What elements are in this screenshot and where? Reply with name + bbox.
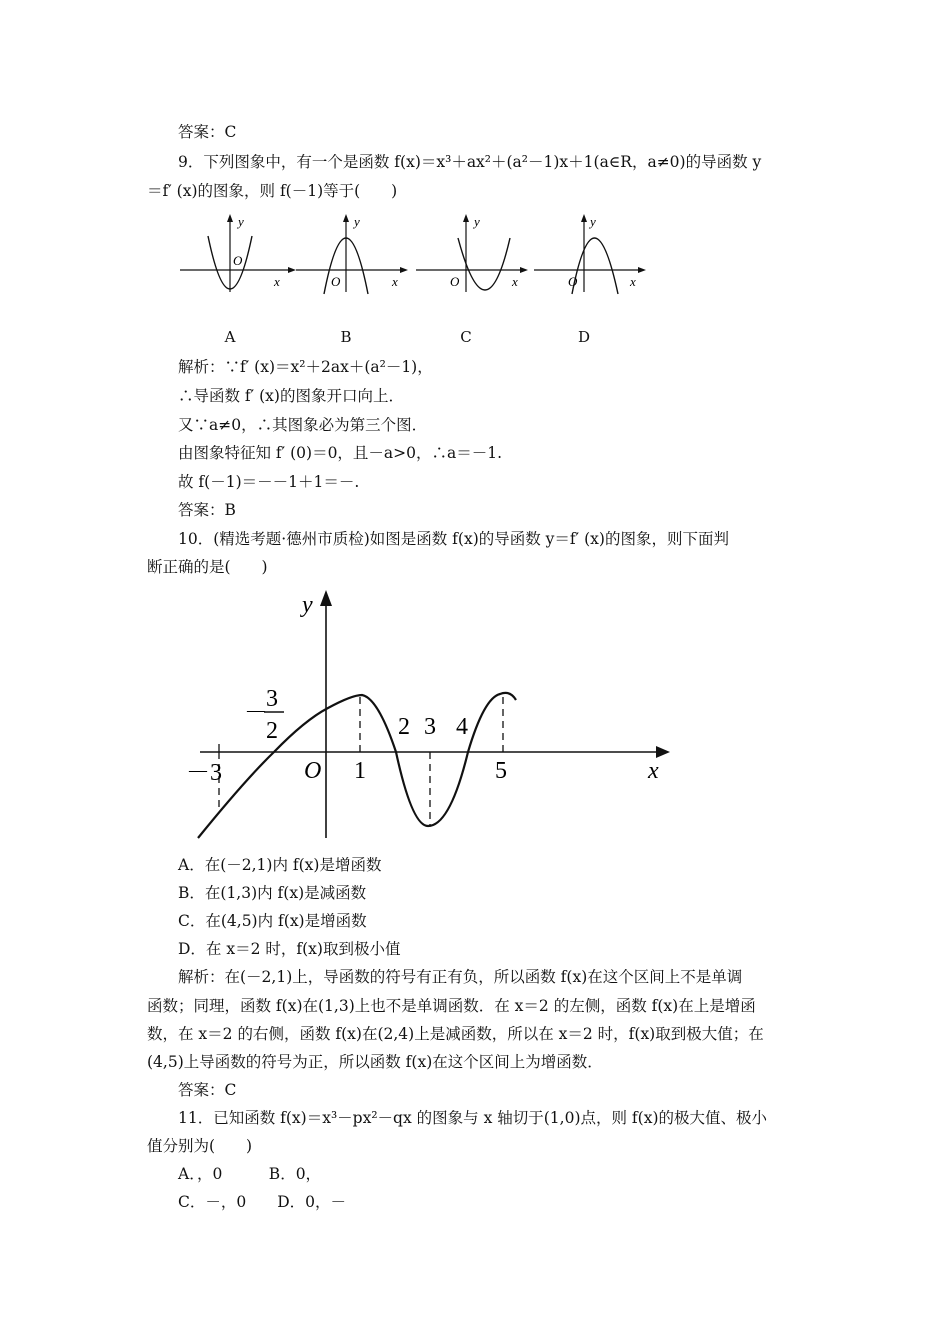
mini-c-origin: O: [450, 274, 460, 289]
solution-9-line-1: 解析：∵f′ (x)＝x²＋2ax＋(a²－1)，: [178, 358, 433, 376]
big-tick-1: 1: [354, 758, 366, 784]
answer-9: 答案：B: [178, 501, 236, 519]
mini-a-x-label: x: [274, 274, 280, 289]
big-tick-2: 2: [398, 714, 410, 740]
question-9-line-2: ＝f′ (x)的图象，则 f(－1)等于( ): [147, 182, 398, 200]
mini-a-origin: O: [233, 253, 243, 268]
mini-c-x-label: x: [512, 274, 518, 289]
solution-9-line-5: 故 f(－1)＝－－1＋1＝－.: [178, 473, 360, 491]
mini-caption-c: C: [460, 328, 472, 346]
question-10-line-1: 10．(精选考题·德州市质检)如图是函数 f(x)的导函数 y＝f′ (x)的图象，则下面判: [178, 530, 729, 548]
solution-9-line-3: 又∵a≠0，∴其图象必为第三个图．: [178, 416, 428, 434]
solution-10-line-4: (4,5)上导函数的符号为正，所以函数 f(x)在这个区间上为增函数．: [147, 1053, 603, 1071]
options-11-ab: A．，0 B．0，: [178, 1165, 322, 1183]
mini-b-x-label: x: [392, 274, 398, 289]
option-10-d: D．在 x＝2 时，f(x)取到极小值: [178, 940, 401, 958]
mini-d-origin: O: [568, 274, 578, 289]
answer-line: 答案：C: [178, 123, 237, 141]
big-y-label: y: [302, 592, 313, 618]
question-10-line-2: 断正确的是( ): [147, 558, 268, 576]
mini-graph-b: [296, 212, 414, 292]
question-11-line-1: 11．已知函数 f(x)＝x³－px²－qx 的图象与 x 轴切于(1,0)点，则 f(x)的极大值、极小: [178, 1109, 767, 1127]
mini-graph-c: [416, 212, 534, 292]
solution-10-line-2: 函数；同理，函数 f(x)在(1,3)上也不是单调函数．在 x＝2 的左侧，函数 f(x)在上是增函: [147, 997, 756, 1015]
big-frac-denominator: 2: [266, 718, 278, 744]
mini-c-y-label: y: [474, 214, 480, 229]
option-10-a: A．在(－2,1)内 f(x)是增函数: [178, 856, 382, 874]
mini-b-y-label: y: [354, 214, 360, 229]
big-tick-5: 5: [495, 758, 507, 784]
mini-caption-d: D: [577, 328, 591, 346]
question-9-line-1: 9．下列图象中，有一个是函数 f(x)＝x³＋ax²＋(a²－1)x＋1(a∈R，a≠0)的导函数 y: [178, 153, 762, 171]
big-tick-neg3: －3: [186, 760, 222, 786]
options-11-cd: C．－，0 D．0，－: [178, 1193, 347, 1211]
solution-9-line-4: 由图象特征知 f′ (0)＝0，且－a>0，∴a＝－1.: [178, 444, 503, 462]
big-frac-numerator: 3: [266, 686, 278, 712]
mini-d-y-label: y: [590, 214, 596, 229]
big-origin: O: [304, 758, 322, 784]
mini-d-x-label: x: [630, 274, 636, 289]
solution-10-line-3: 数，在 x＝2 的右侧，函数 f(x)在(2,4)上是减函数，所以在 x＝2 时，f(x)取到极大值；在: [147, 1025, 764, 1043]
mini-caption-a: A: [224, 328, 236, 346]
mini-a-y-label: y: [238, 214, 244, 229]
mini-caption-b: B: [340, 328, 352, 346]
mini-graph-d: [534, 212, 652, 292]
option-10-b: B．在(1,3)内 f(x)是减函数: [178, 884, 367, 902]
solution-10-line-1: 解析：在(－2,1)上，导函数的符号有正有负，所以函数 f(x)在这个区间上不是单调: [178, 968, 743, 986]
mini-graph-a: [180, 212, 298, 292]
mini-b-origin: O: [331, 274, 341, 289]
big-tick-4: 4: [456, 714, 468, 740]
big-tick-3: 3: [424, 714, 436, 740]
solution-9-line-2: ∴导函数 f′ (x)的图象开口向上．: [178, 387, 404, 405]
big-frac-minus: －: [244, 700, 268, 726]
answer-10: 答案：C: [178, 1081, 237, 1099]
question-11-line-2: 值分别为( ): [147, 1137, 253, 1155]
big-x-label: x: [648, 758, 659, 784]
option-10-c: C．在(4,5)内 f(x)是增函数: [178, 912, 367, 930]
